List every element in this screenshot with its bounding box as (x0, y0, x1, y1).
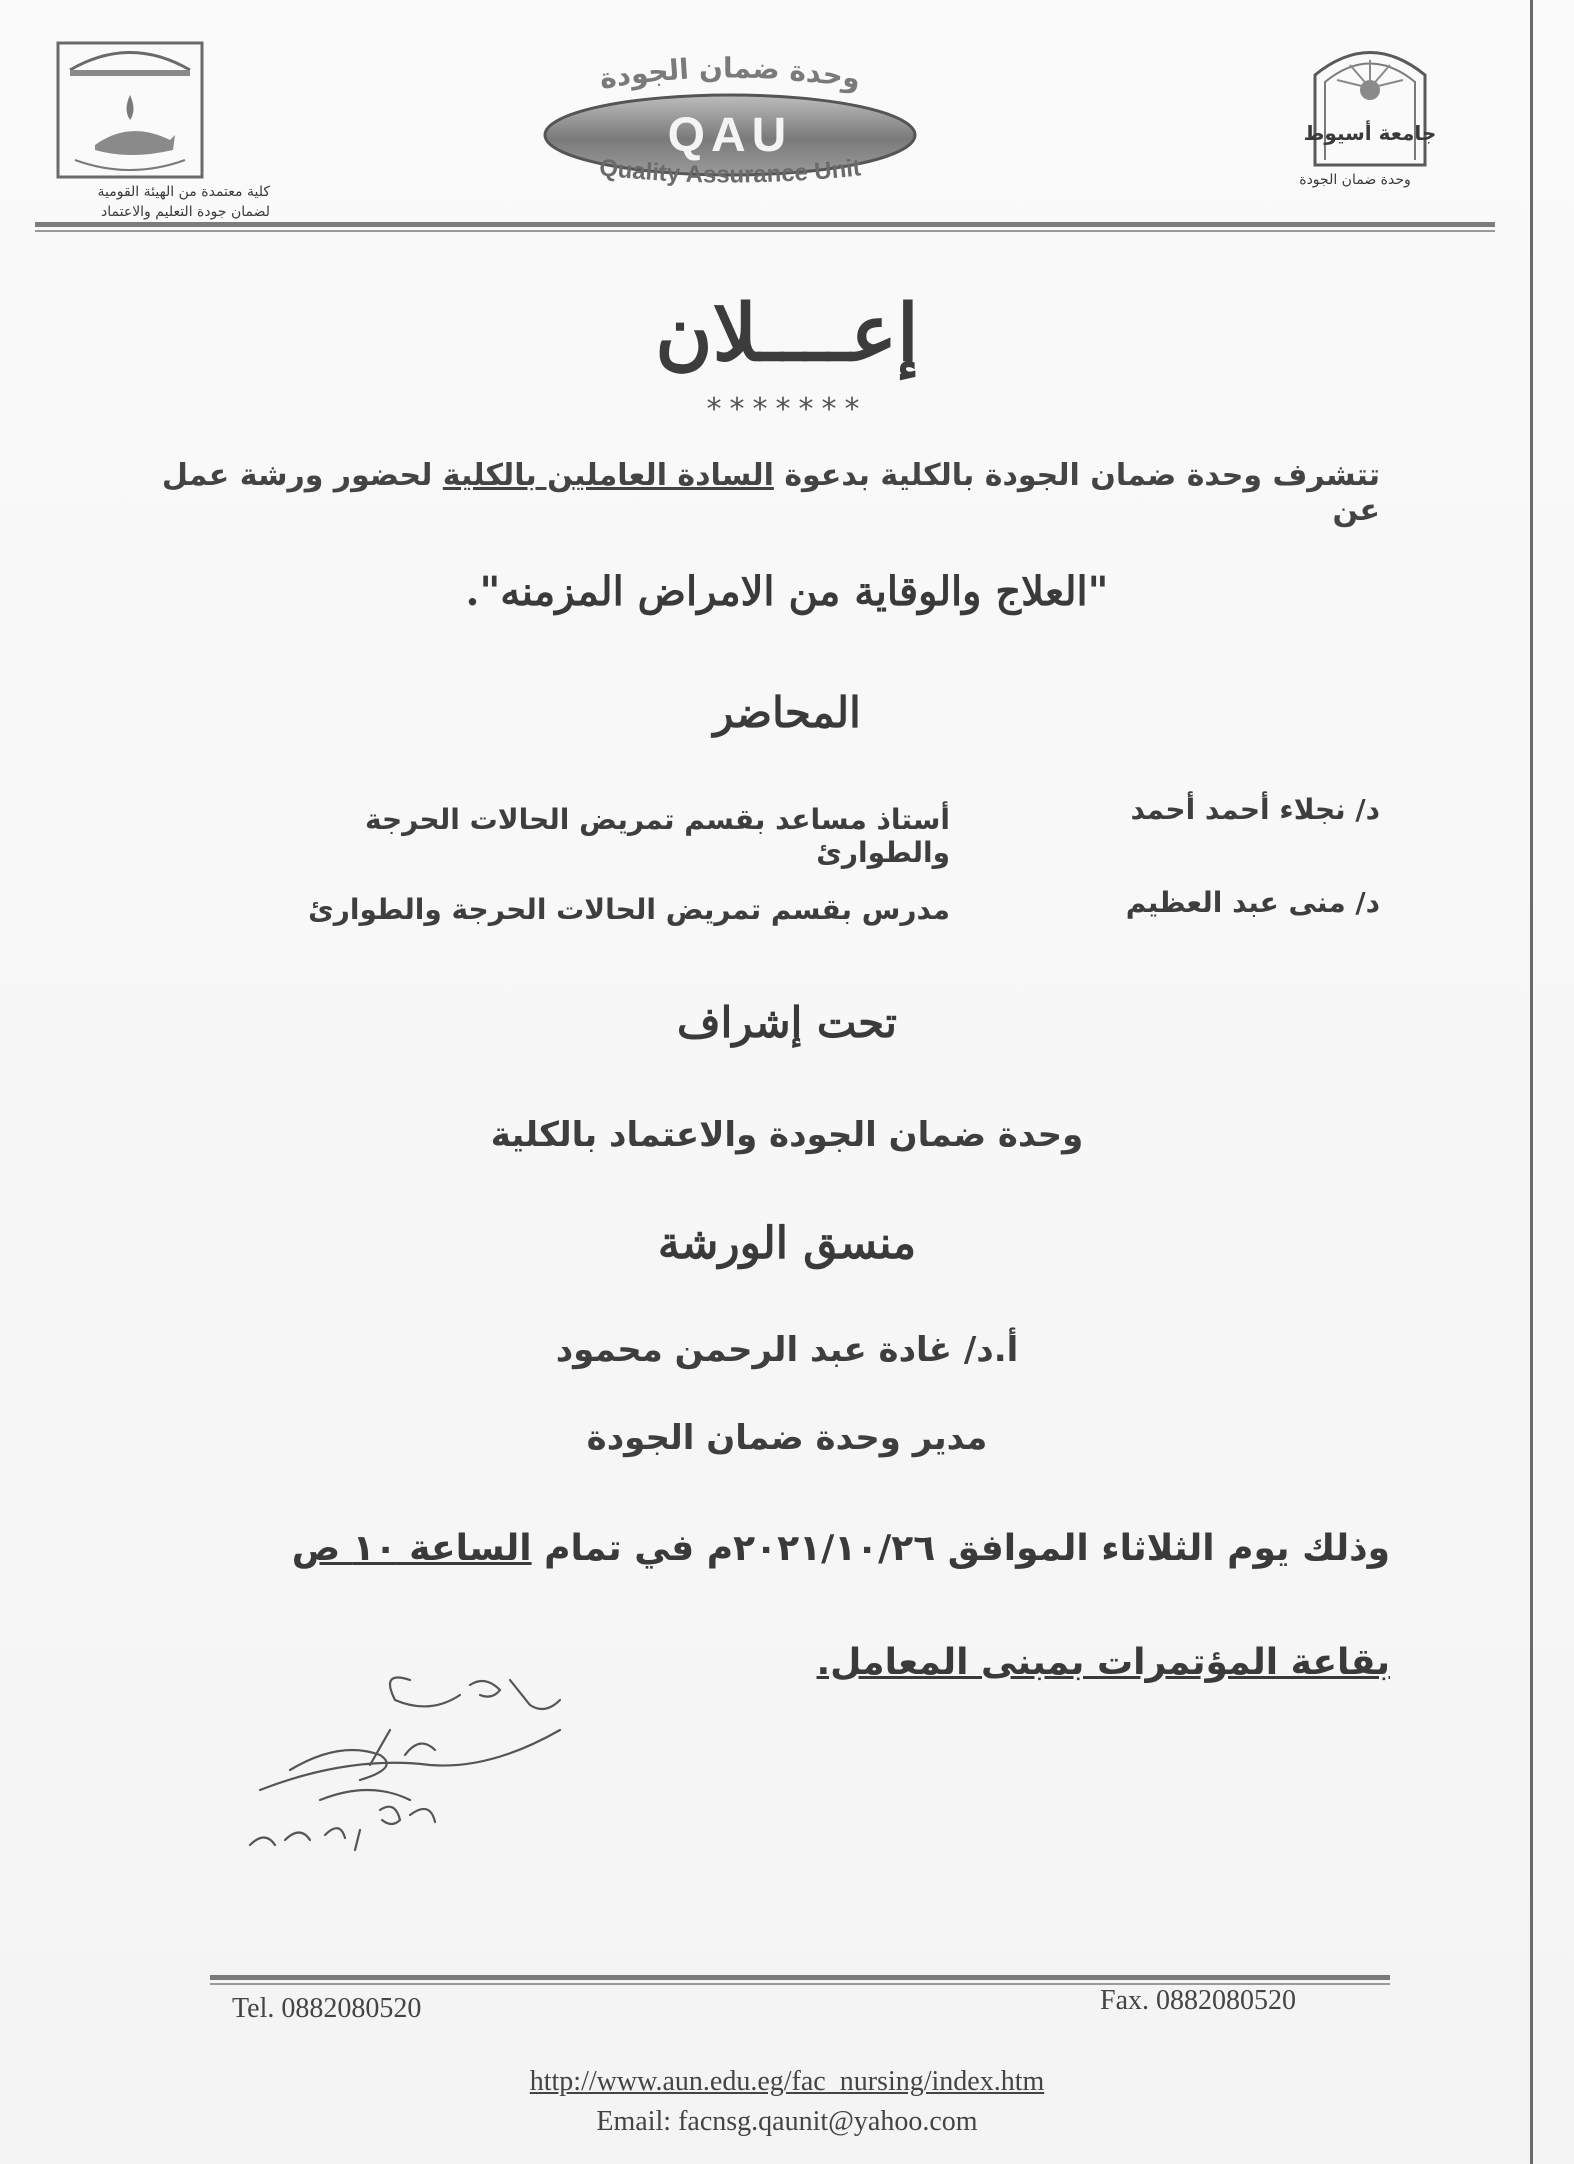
assiut-university-logo (1295, 40, 1445, 170)
header-divider-thin (35, 230, 1495, 232)
date-text: وذلك يوم الثلاثاء الموافق ٢٠٢١/١٠/٢٦م (706, 1528, 1390, 1569)
lecturer-1-name: د/ نجلاء أحمد أحمد (1130, 793, 1380, 826)
left-logo-caption (30, 182, 270, 222)
header-divider (35, 222, 1495, 227)
fax-number: Fax. 0882080520 (1100, 1985, 1296, 2016)
lecturer-heading: المحاضر (713, 688, 861, 737)
email-address[interactable]: Email: facnsg.qaunit@yahoo.com (596, 2106, 978, 2137)
coordinator-role: مدير وحدة ضمان الجودة (586, 1418, 988, 1458)
date-time-line (250, 1528, 1390, 1569)
lecturer-2-name: د/ منى عبد العظيم (1125, 886, 1380, 919)
invitation-sentence (150, 458, 1380, 528)
qau-english-arc: Quality Assurance Unit (597, 154, 863, 189)
lecturer-2-title: مدرس بقسم تمريض الحالات الحرجة والطوارئ (308, 893, 950, 926)
right-logo-text: جامعة أسيوط (1303, 121, 1437, 145)
invite-audience: السادة العاملين بالكلية (442, 458, 774, 493)
supervision-heading: تحت إشراف (677, 998, 897, 1047)
footer-divider (210, 1975, 1390, 1980)
qau-logo (480, 55, 980, 205)
telephone: Tel. 0882080520 (232, 1993, 422, 2024)
coordinator-heading: منسق الورشة (657, 1218, 917, 1269)
venue-line: بقاعة المؤتمرات بمبنى المعامل. (816, 1642, 1390, 1683)
right-logo-caption: وحدة ضمان الجودة (1299, 172, 1411, 188)
qau-arabic-arc: وحدة ضمان الجودة (597, 55, 863, 96)
qau-acronym: QAU (667, 109, 793, 162)
letterhead (0, 0, 1574, 260)
nursing-faculty-logo (55, 40, 205, 180)
svg-text:وحدة ضمان الجودة (597, 55, 863, 96)
coordinator-name: أ.د/ غادة عبد الرحمن محمود (555, 1330, 1019, 1370)
supervision-unit: وحدة ضمان الجودة والاعتماد بالكلية (490, 1115, 1084, 1155)
workshop-title: "العلاج والوقاية من الامراض المزمنه". (465, 568, 1109, 615)
lecturer-1-title: أستاذ مساعد بقسم تمريض الحالات الحرجة والطوارئ (364, 803, 950, 869)
time-prefix: في تمام (544, 1528, 695, 1569)
invite-part1: تتشرف وحدة ضمان الجودة بالكلية بدعوة (784, 458, 1380, 493)
invite-part3: لحضور ورشة عمل عن (161, 458, 1380, 528)
left-caption-line2: لضمان جودة التعليم والاعتماد (101, 204, 270, 220)
time-text: الساعة ١٠ ص (291, 1528, 532, 1569)
website-link[interactable]: http://www.aun.edu.eg/fac_nursing/index.htm (529, 2066, 1045, 2097)
left-caption-line1: كلية معتمدة من الهيئة القومية (97, 184, 270, 200)
announcement-title: إعــــلان (655, 288, 919, 379)
decorative-stars: ******* (706, 392, 868, 427)
handwritten-signature (230, 1660, 630, 1870)
